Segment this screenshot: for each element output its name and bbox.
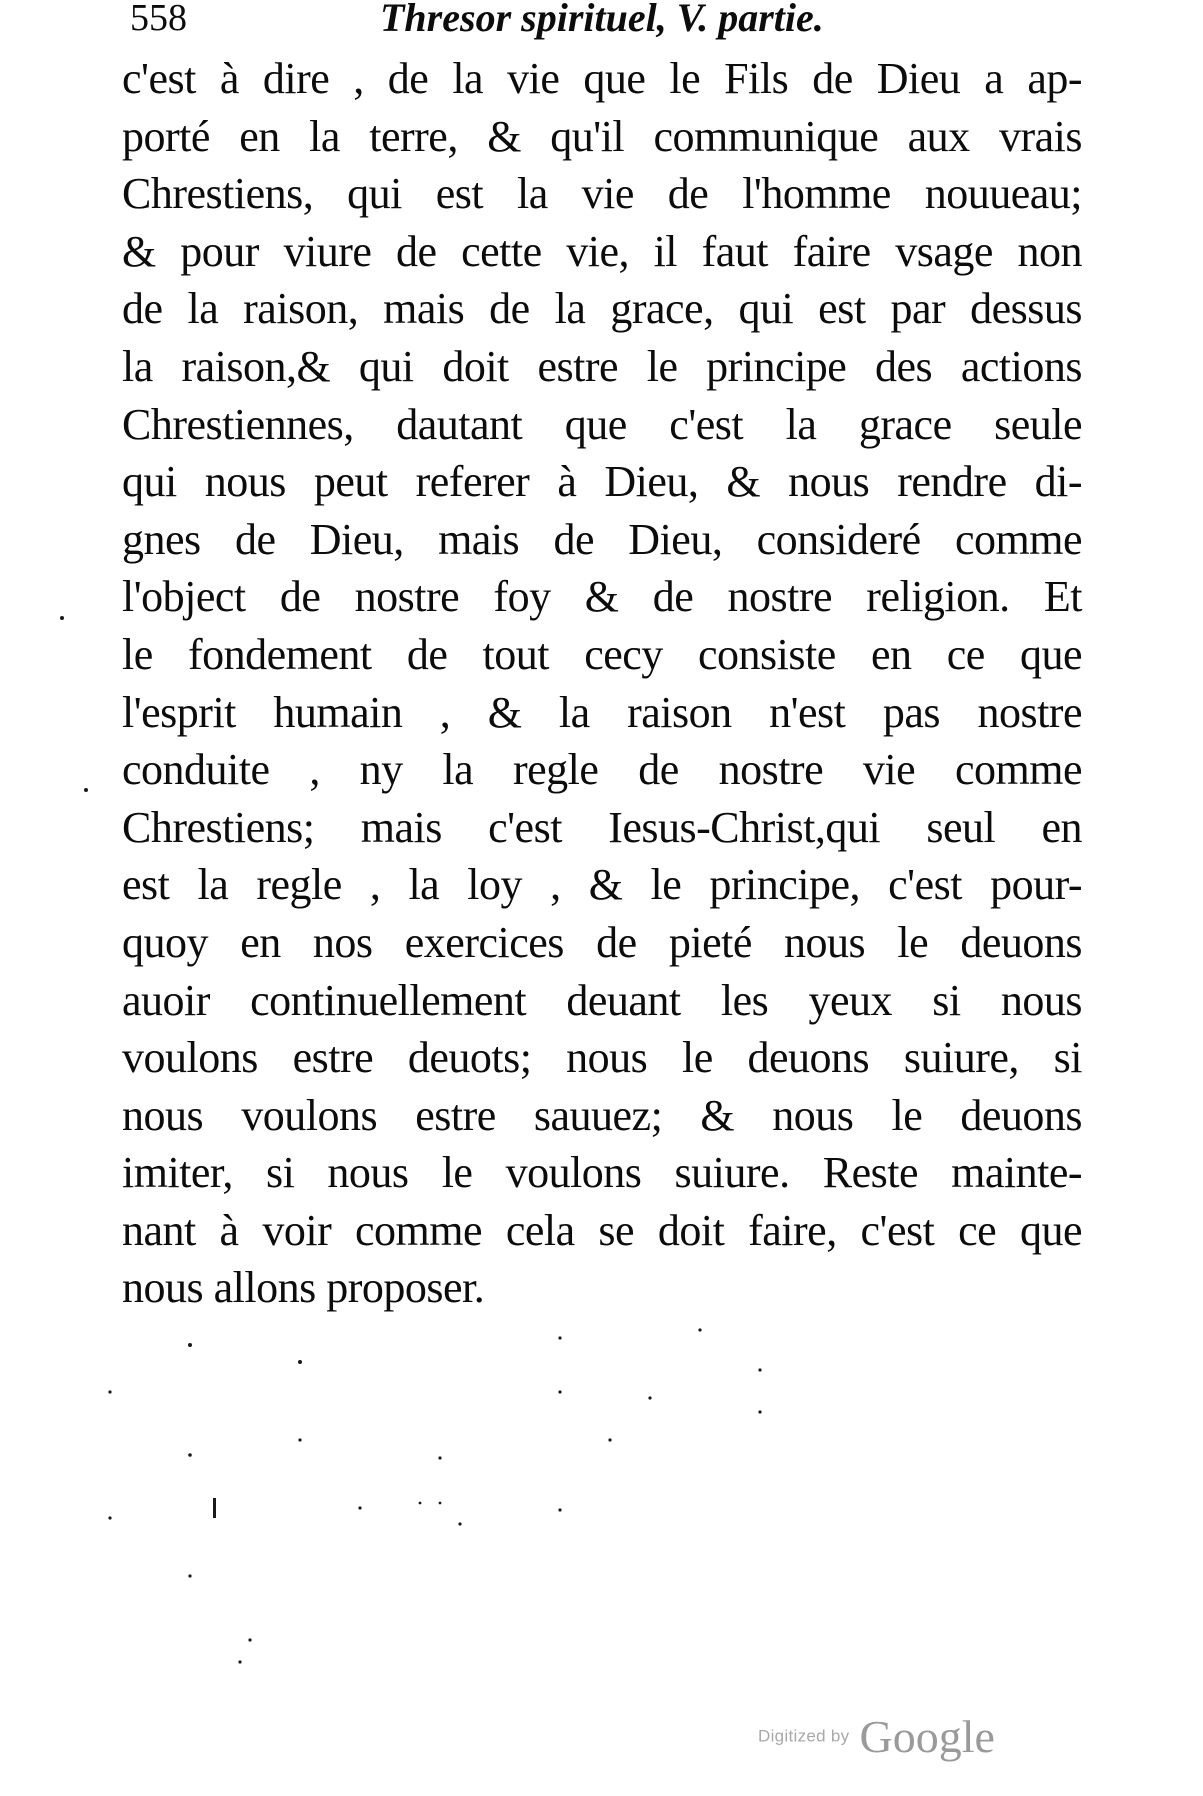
text-line: Chrestiens, qui est la vie de l'homme nouueau; [122, 169, 1082, 219]
text-line: l'object de nostre foy & de nostre religion. Et [122, 572, 1082, 622]
text-line: de la raison, mais de la grace, qui est par dessus [122, 284, 1082, 334]
text-line: c'est à dire , de la vie que le Fils de Dieu a ap- [122, 54, 1082, 103]
watermark-prefix: Digitized by [758, 1726, 850, 1746]
page-number: 558 [130, 0, 187, 39]
text-line: qui nous peut referer à Dieu, & nous rendre di- [122, 457, 1082, 507]
running-head [130, 0, 1090, 44]
text-line-last: nous allons proposer. [122, 1263, 485, 1313]
digitized-watermark [758, 1710, 995, 1770]
text-line: est la regle , la loy , & le principe, c'est pour- [122, 860, 1082, 910]
text-line: la raison,& qui doit estre le principe des actions [122, 341, 1082, 391]
text-line: le fondement de tout cecy consiste en ce que [122, 629, 1082, 679]
text-line: imiter, si nous le voulons suiure. Reste mainte- [122, 1148, 1082, 1198]
text-line: gnes de Dieu, mais de Dieu, consideré comme [122, 514, 1082, 564]
text-line: quoy en nos exercices de pieté nous le deuons [122, 917, 1082, 967]
watermark-logo: Google [859, 1711, 995, 1762]
text-line: porté en la terre, & qu'il communique aux vrais [122, 111, 1082, 161]
text-line: auoir continuellement deuant les yeux si nous [122, 975, 1082, 1025]
text-line: & pour viure de cette vie, il faut faire vsage non [122, 226, 1082, 276]
text-line: Chrestiennes, dautant que c'est la grace seule [122, 399, 1082, 449]
text-line: Chrestiens; mais c'est Iesus-Christ,qui seul en [122, 802, 1082, 852]
text-line: nant à voir comme cela se doit faire, c'est ce que [122, 1205, 1082, 1255]
text-line: conduite , ny la regle de nostre vie comme [122, 745, 1082, 795]
text-line: l'esprit humain , & la raison n'est pas nostre [122, 687, 1082, 737]
text-line: nous voulons estre sauuez; & nous le deuons [122, 1090, 1082, 1140]
running-title: Thresor spirituel, V. partie. [380, 0, 824, 40]
body-text [122, 50, 1082, 1317]
text-line: voulons estre deuots; nous le deuons suiure, si [122, 1033, 1082, 1083]
